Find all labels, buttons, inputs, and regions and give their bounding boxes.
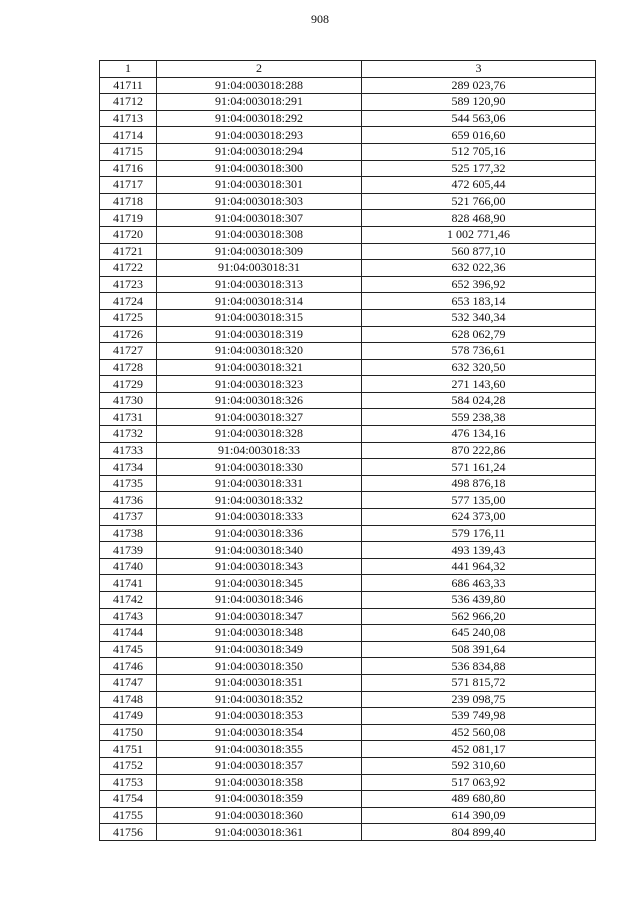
- table-row: [100, 691, 596, 708]
- row-number-cell: 41748: [100, 691, 157, 708]
- cadastral-number-cell: 91:04:003018:352: [157, 691, 362, 708]
- cadastral-number-cell: 91:04:003018:330: [157, 459, 362, 476]
- cadastral-number-cell: 91:04:003018:288: [157, 77, 362, 94]
- value-cell: 578 736,61: [362, 343, 596, 360]
- table-row: [100, 276, 596, 293]
- row-number-cell: 41738: [100, 525, 157, 542]
- row-number-cell: 41741: [100, 575, 157, 592]
- value-cell: 476 134,16: [362, 426, 596, 443]
- table-row: [100, 459, 596, 476]
- value-cell: 539 749,98: [362, 708, 596, 725]
- value-cell: 614 390,09: [362, 807, 596, 824]
- table-row: [100, 260, 596, 277]
- column-header-3: 3: [362, 61, 596, 78]
- table-row: [100, 376, 596, 393]
- value-cell: 562 966,20: [362, 608, 596, 625]
- row-number-cell: 41736: [100, 492, 157, 509]
- row-number-cell: 41742: [100, 592, 157, 609]
- value-cell: 452 560,08: [362, 724, 596, 741]
- row-number-cell: 41745: [100, 641, 157, 658]
- value-cell: 628 062,79: [362, 326, 596, 343]
- row-number-cell: 41744: [100, 625, 157, 642]
- cadastral-number-cell: 91:04:003018:315: [157, 309, 362, 326]
- value-cell: 653 183,14: [362, 293, 596, 310]
- table-row: [100, 110, 596, 127]
- table-row: [100, 625, 596, 642]
- value-cell: 828 468,90: [362, 210, 596, 227]
- table-row: [100, 757, 596, 774]
- table-row: [100, 542, 596, 559]
- cadastral-number-cell: 91:04:003018:358: [157, 774, 362, 791]
- row-number-cell: 41714: [100, 127, 157, 144]
- row-number-cell: 41733: [100, 442, 157, 459]
- table-row: [100, 143, 596, 160]
- value-cell: 686 463,33: [362, 575, 596, 592]
- cadastral-number-cell: 91:04:003018:293: [157, 127, 362, 144]
- cadastral-number-cell: 91:04:003018:303: [157, 193, 362, 210]
- row-number-cell: 41731: [100, 409, 157, 426]
- value-cell: 577 135,00: [362, 492, 596, 509]
- row-number-cell: 41724: [100, 293, 157, 310]
- table-row: [100, 807, 596, 824]
- row-number-cell: 41732: [100, 426, 157, 443]
- row-number-cell: 41735: [100, 475, 157, 492]
- row-number-cell: 41739: [100, 542, 157, 559]
- row-number-cell: 41749: [100, 708, 157, 725]
- cadastral-number-cell: 91:04:003018:332: [157, 492, 362, 509]
- value-cell: 592 310,60: [362, 757, 596, 774]
- row-number-cell: 41720: [100, 226, 157, 243]
- value-cell: 571 161,24: [362, 459, 596, 476]
- table-row: [100, 127, 596, 144]
- table-row: [100, 177, 596, 194]
- cadastral-number-cell: 91:04:003018:319: [157, 326, 362, 343]
- table-row: [100, 608, 596, 625]
- row-number-cell: 41755: [100, 807, 157, 824]
- cadastral-number-cell: 91:04:003018:354: [157, 724, 362, 741]
- column-header-2: 2: [157, 61, 362, 78]
- table-row: [100, 824, 596, 841]
- table-row: [100, 426, 596, 443]
- row-number-cell: 41746: [100, 658, 157, 675]
- cadastral-number-cell: 91:04:003018:308: [157, 226, 362, 243]
- table-row: [100, 475, 596, 492]
- row-number-cell: 41712: [100, 94, 157, 111]
- cadastral-number-cell: 91:04:003018:314: [157, 293, 362, 310]
- value-cell: 512 705,16: [362, 143, 596, 160]
- table-body: [100, 77, 596, 840]
- column-header-1: 1: [100, 61, 157, 78]
- row-number-cell: 41750: [100, 724, 157, 741]
- cadastral-number-cell: 91:04:003018:323: [157, 376, 362, 393]
- cadastral-number-cell: 91:04:003018:347: [157, 608, 362, 625]
- table-row: [100, 492, 596, 509]
- cadastral-number-cell: 91:04:003018:321: [157, 359, 362, 376]
- table-row: [100, 525, 596, 542]
- value-cell: 652 396,92: [362, 276, 596, 293]
- cadastral-number-cell: 91:04:003018:327: [157, 409, 362, 426]
- cadastral-number-cell: 91:04:003018:346: [157, 592, 362, 609]
- value-cell: 521 766,00: [362, 193, 596, 210]
- value-cell: 271 143,60: [362, 376, 596, 393]
- table-row: [100, 791, 596, 808]
- row-number-cell: 41717: [100, 177, 157, 194]
- cadastral-number-cell: 91:04:003018:349: [157, 641, 362, 658]
- cadastral-number-cell: 91:04:003018:326: [157, 392, 362, 409]
- cadastral-number-cell: 91:04:003018:345: [157, 575, 362, 592]
- row-number-cell: 41729: [100, 376, 157, 393]
- cadastral-number-cell: 91:04:003018:300: [157, 160, 362, 177]
- cadastral-number-cell: 91:04:003018:333: [157, 509, 362, 526]
- value-cell: 441 964,32: [362, 558, 596, 575]
- table-row: [100, 724, 596, 741]
- cadastral-number-cell: 91:04:003018:350: [157, 658, 362, 675]
- cadastral-number-cell: 91:04:003018:331: [157, 475, 362, 492]
- row-number-cell: 41752: [100, 757, 157, 774]
- row-number-cell: 41737: [100, 509, 157, 526]
- row-number-cell: 41734: [100, 459, 157, 476]
- row-number-cell: 41715: [100, 143, 157, 160]
- table-row: [100, 77, 596, 94]
- cadastral-number-cell: 91:04:003018:357: [157, 757, 362, 774]
- cadastral-number-cell: 91:04:003018:359: [157, 791, 362, 808]
- value-cell: 632 022,36: [362, 260, 596, 277]
- value-cell: 544 563,06: [362, 110, 596, 127]
- row-number-cell: 41743: [100, 608, 157, 625]
- row-number-cell: 41711: [100, 77, 157, 94]
- cadastral-number-cell: 91:04:003018:336: [157, 525, 362, 542]
- row-number-cell: 41740: [100, 558, 157, 575]
- table-row: [100, 641, 596, 658]
- value-cell: 472 605,44: [362, 177, 596, 194]
- value-cell: 289 023,76: [362, 77, 596, 94]
- value-cell: 532 340,34: [362, 309, 596, 326]
- cadastral-number-cell: 91:04:003018:360: [157, 807, 362, 824]
- table-row: [100, 293, 596, 310]
- table-row: [100, 774, 596, 791]
- row-number-cell: 41713: [100, 110, 157, 127]
- value-cell: 559 238,38: [362, 409, 596, 426]
- value-cell: 584 024,28: [362, 392, 596, 409]
- row-number-cell: 41751: [100, 741, 157, 758]
- row-number-cell: 41722: [100, 260, 157, 277]
- cadastral-number-cell: 91:04:003018:291: [157, 94, 362, 111]
- value-cell: 452 081,17: [362, 741, 596, 758]
- row-number-cell: 41721: [100, 243, 157, 260]
- table-row: [100, 210, 596, 227]
- value-cell: 1 002 771,46: [362, 226, 596, 243]
- value-cell: 804 899,40: [362, 824, 596, 841]
- cadastral-number-cell: 91:04:003018:313: [157, 276, 362, 293]
- row-number-cell: 41727: [100, 343, 157, 360]
- table-row: [100, 243, 596, 260]
- value-cell: 508 391,64: [362, 641, 596, 658]
- table-row: [100, 359, 596, 376]
- table-row: [100, 392, 596, 409]
- table-row: [100, 193, 596, 210]
- cadastral-number-cell: 91:04:003018:340: [157, 542, 362, 559]
- table-row: [100, 226, 596, 243]
- cadastral-number-cell: 91:04:003018:301: [157, 177, 362, 194]
- cadastral-number-cell: 91:04:003018:320: [157, 343, 362, 360]
- value-cell: 525 177,32: [362, 160, 596, 177]
- row-number-cell: 41753: [100, 774, 157, 791]
- value-cell: 493 139,43: [362, 542, 596, 559]
- table-row: [100, 674, 596, 691]
- page-number: 908: [311, 12, 329, 26]
- table-row: [100, 558, 596, 575]
- value-cell: 589 120,90: [362, 94, 596, 111]
- cadastral-number-cell: 91:04:003018:292: [157, 110, 362, 127]
- value-cell: 632 320,50: [362, 359, 596, 376]
- cadastral-number-cell: 91:04:003018:33: [157, 442, 362, 459]
- value-cell: 536 439,80: [362, 592, 596, 609]
- table-header: [100, 61, 596, 78]
- cadastral-number-cell: 91:04:003018:343: [157, 558, 362, 575]
- row-number-cell: 41723: [100, 276, 157, 293]
- row-number-cell: 41728: [100, 359, 157, 376]
- value-cell: 571 815,72: [362, 674, 596, 691]
- value-cell: 645 240,08: [362, 625, 596, 642]
- cadastral-number-cell: 91:04:003018:355: [157, 741, 362, 758]
- value-cell: 579 176,11: [362, 525, 596, 542]
- value-cell: 517 063,92: [362, 774, 596, 791]
- row-number-cell: 41754: [100, 791, 157, 808]
- row-number-cell: 41726: [100, 326, 157, 343]
- table-row: [100, 160, 596, 177]
- cadastral-number-cell: 91:04:003018:351: [157, 674, 362, 691]
- value-cell: 560 877,10: [362, 243, 596, 260]
- cadastral-number-cell: 91:04:003018:348: [157, 625, 362, 642]
- table-row: [100, 409, 596, 426]
- row-number-cell: 41725: [100, 309, 157, 326]
- table-row: [100, 442, 596, 459]
- row-number-cell: 41730: [100, 392, 157, 409]
- cadastral-number-cell: 91:04:003018:361: [157, 824, 362, 841]
- row-number-cell: 41719: [100, 210, 157, 227]
- value-cell: 536 834,88: [362, 658, 596, 675]
- cadastral-number-cell: 91:04:003018:294: [157, 143, 362, 160]
- row-number-cell: 41716: [100, 160, 157, 177]
- table-row: [100, 592, 596, 609]
- cadastral-number-cell: 91:04:003018:307: [157, 210, 362, 227]
- table-row: [100, 343, 596, 360]
- value-cell: 659 016,60: [362, 127, 596, 144]
- cadastral-number-cell: 91:04:003018:309: [157, 243, 362, 260]
- header-row: [100, 61, 596, 78]
- value-cell: 489 680,80: [362, 791, 596, 808]
- registry-table: [99, 60, 596, 841]
- row-number-cell: 41756: [100, 824, 157, 841]
- table-row: [100, 326, 596, 343]
- value-cell: 239 098,75: [362, 691, 596, 708]
- table-row: [100, 509, 596, 526]
- table-row: [100, 708, 596, 725]
- table-row: [100, 94, 596, 111]
- value-cell: 498 876,18: [362, 475, 596, 492]
- table-row: [100, 575, 596, 592]
- cadastral-number-cell: 91:04:003018:328: [157, 426, 362, 443]
- value-cell: 624 373,00: [362, 509, 596, 526]
- cadastral-number-cell: 91:04:003018:353: [157, 708, 362, 725]
- table-row: [100, 309, 596, 326]
- cadastral-number-cell: 91:04:003018:31: [157, 260, 362, 277]
- table-row: [100, 741, 596, 758]
- row-number-cell: 41718: [100, 193, 157, 210]
- table-row: [100, 658, 596, 675]
- row-number-cell: 41747: [100, 674, 157, 691]
- value-cell: 870 222,86: [362, 442, 596, 459]
